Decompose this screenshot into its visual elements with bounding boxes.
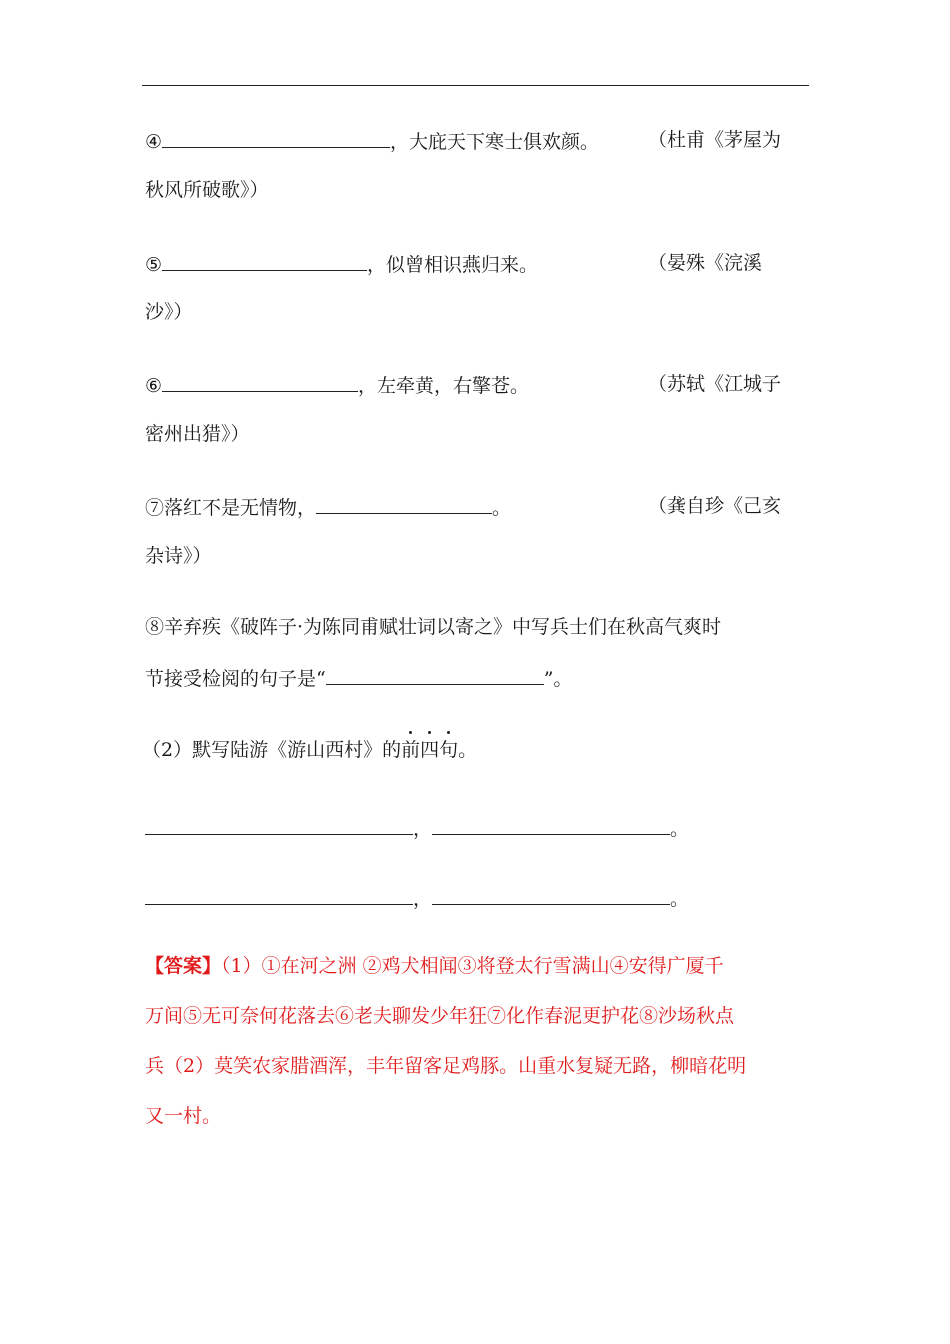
question-4-source-a: （杜甫《茅屋为 — [648, 129, 782, 151]
emphasis-char-1: 前 — [401, 739, 421, 761]
question-5-text: ，似曾相识燕归来。 — [367, 254, 539, 276]
part-2-blank-4[interactable] — [432, 884, 670, 905]
question-4-source-b: 秋风所破歌》） — [145, 179, 269, 201]
question-4-number: ④ — [145, 131, 163, 153]
part-2-answer-row-1 — [145, 814, 689, 842]
question-7-text: ⑦落红不是无情物， — [145, 497, 317, 519]
question-7-end: 。 — [492, 497, 512, 519]
emphasis-char-2: 四 — [420, 739, 440, 761]
question-4-text: ，大庇天下寒士俱欢颜。 — [390, 131, 600, 153]
answer-line-4: 又一村。 — [145, 1105, 222, 1127]
emphasis-char-3: 句 — [439, 739, 459, 761]
question-7-source-a: （龚自珍《己亥 — [648, 495, 782, 517]
question-4 — [145, 127, 599, 155]
question-7-blank[interactable] — [316, 493, 492, 514]
question-6-blank[interactable] — [162, 371, 358, 392]
question-5-number: ⑤ — [145, 254, 163, 276]
answer-tag: 【答案】 — [145, 955, 222, 977]
comma: ， — [413, 818, 433, 840]
part-2-blank-1[interactable] — [145, 814, 413, 835]
period: 。 — [670, 818, 690, 840]
header-rule — [142, 85, 809, 86]
question-8-line-1: ⑧辛弃疾《破阵子·为陈同甫赋壮词以寄之》中写兵士们在秋高气爽时 — [145, 616, 722, 638]
question-6-text: ，左牵黄，右擎苍。 — [358, 375, 530, 397]
answer-line-1 — [145, 953, 724, 979]
question-6-source-a: （苏轼《江城子 — [648, 373, 782, 395]
question-8-prompt: 节接受检阅的句子是“ — [145, 668, 326, 690]
question-6-number: ⑥ — [145, 375, 163, 397]
comma: ， — [413, 888, 433, 910]
answer-line-2: 万间⑤无可奈何花落去⑥老夫聊发少年狂⑦化作春泥更护花⑧沙场秋点 — [145, 1005, 735, 1027]
question-8-end: ”。 — [543, 668, 573, 690]
question-6 — [145, 371, 529, 399]
question-8-line-2 — [145, 664, 572, 692]
part-2-suffix: 。 — [458, 739, 478, 761]
part-2-blank-2[interactable] — [432, 814, 670, 835]
question-5-blank[interactable] — [162, 250, 367, 271]
answer-text-1: （1）①在河之洲 ②鸡犬相闻③将登太行雪满山④安得广厦千 — [221, 955, 724, 977]
part-2-prefix: （2）默写陆游《游山西村》的 — [142, 739, 402, 761]
question-5 — [145, 250, 538, 278]
part-2-prompt — [142, 737, 477, 763]
period: 。 — [670, 888, 690, 910]
part-2-blank-3[interactable] — [145, 884, 413, 905]
question-8-blank[interactable] — [326, 664, 544, 685]
question-4-blank[interactable] — [162, 127, 390, 148]
answer-line-3: 兵（2）莫笑农家腊酒浑，丰年留客足鸡豚。山重水复疑无路，柳暗花明 — [145, 1055, 747, 1077]
question-7 — [145, 493, 511, 521]
question-5-source-b: 沙》） — [145, 301, 193, 323]
question-6-source-b: 密州出猎》） — [145, 423, 250, 445]
question-5-source-a: （晏殊《浣溪 — [648, 252, 763, 274]
part-2-answer-row-2 — [145, 884, 689, 912]
question-7-source-b: 杂诗》） — [145, 545, 212, 567]
